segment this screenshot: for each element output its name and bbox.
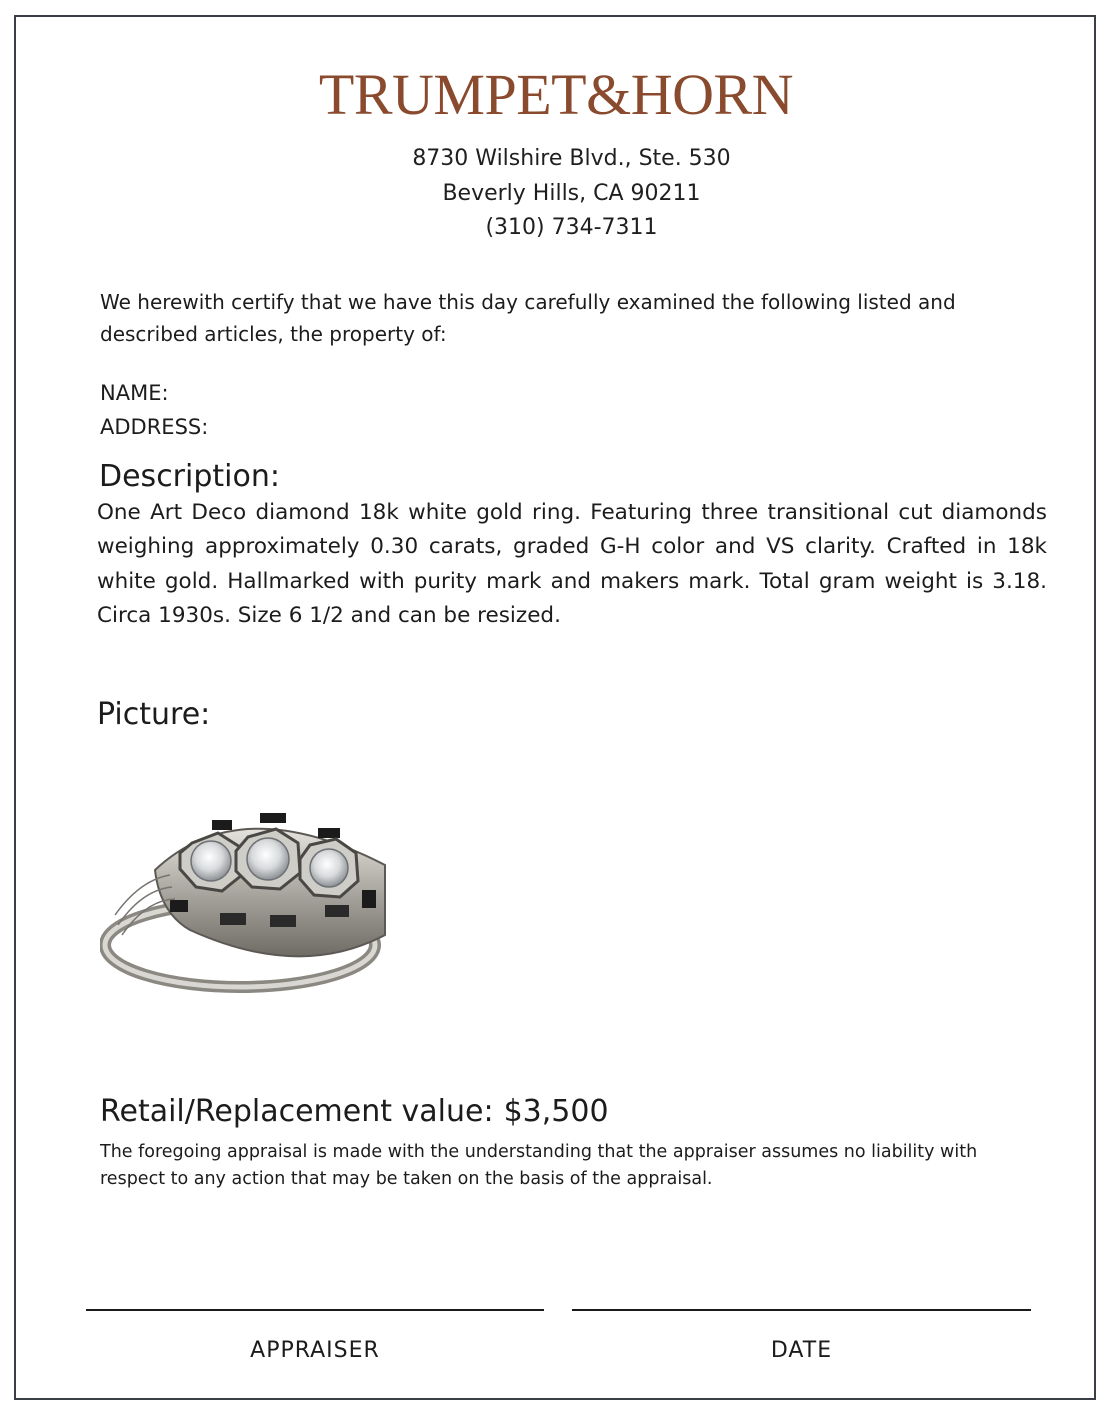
disclaimer-text: The foregoing appraisal is made with the understanding that the appraiser assumes no liability with respect to any action that may be taken on the basis of the appraisal. [100,1142,978,1189]
description-heading: Description: [99,459,280,494]
address-line-1: 8730 Wilshire Blvd., Ste. 530 [412,146,731,171]
appraiser-signature-line [86,1309,544,1311]
owner-fields [100,376,208,444]
certification-statement: We herewith certify that we have this day carefully examined the following listed and described articles, the property of: [100,290,956,346]
date-signature-line [572,1309,1031,1311]
description-text: One Art Deco diamond 18k white gold ring. Featuring three transitional cut diamonds weighing approximately 0.30 carats, graded G-H color and VS clarity. Crafted in 18k white gold. Hallmarked with purity mark and makers mark. Total gram weight is 3.18. Circa 1930s. Size 6 1/2 and can be resized. [97,500,1047,629]
logo-text: TRUMPET&HORN [318,62,794,127]
ring-image [100,795,392,1005]
name-label: NAME: [100,381,169,405]
brand-logo [0,62,1112,128]
address-line-2: Beverly Hills, CA 90211 [442,180,701,206]
address-label: ADDRESS: [100,415,209,439]
valuation-amount: $3,500 [503,1094,609,1129]
valuation-label: Retail/Replacement value: [100,1094,494,1129]
valuation [100,1090,609,1134]
phone-number: (310) 734-7311 [485,215,658,240]
appraiser-label: APPRAISER [250,1338,380,1363]
ring-photo [100,795,392,1005]
date-label: DATE [770,1338,833,1363]
picture-heading: Picture: [97,697,211,732]
store-contact [0,142,1112,246]
